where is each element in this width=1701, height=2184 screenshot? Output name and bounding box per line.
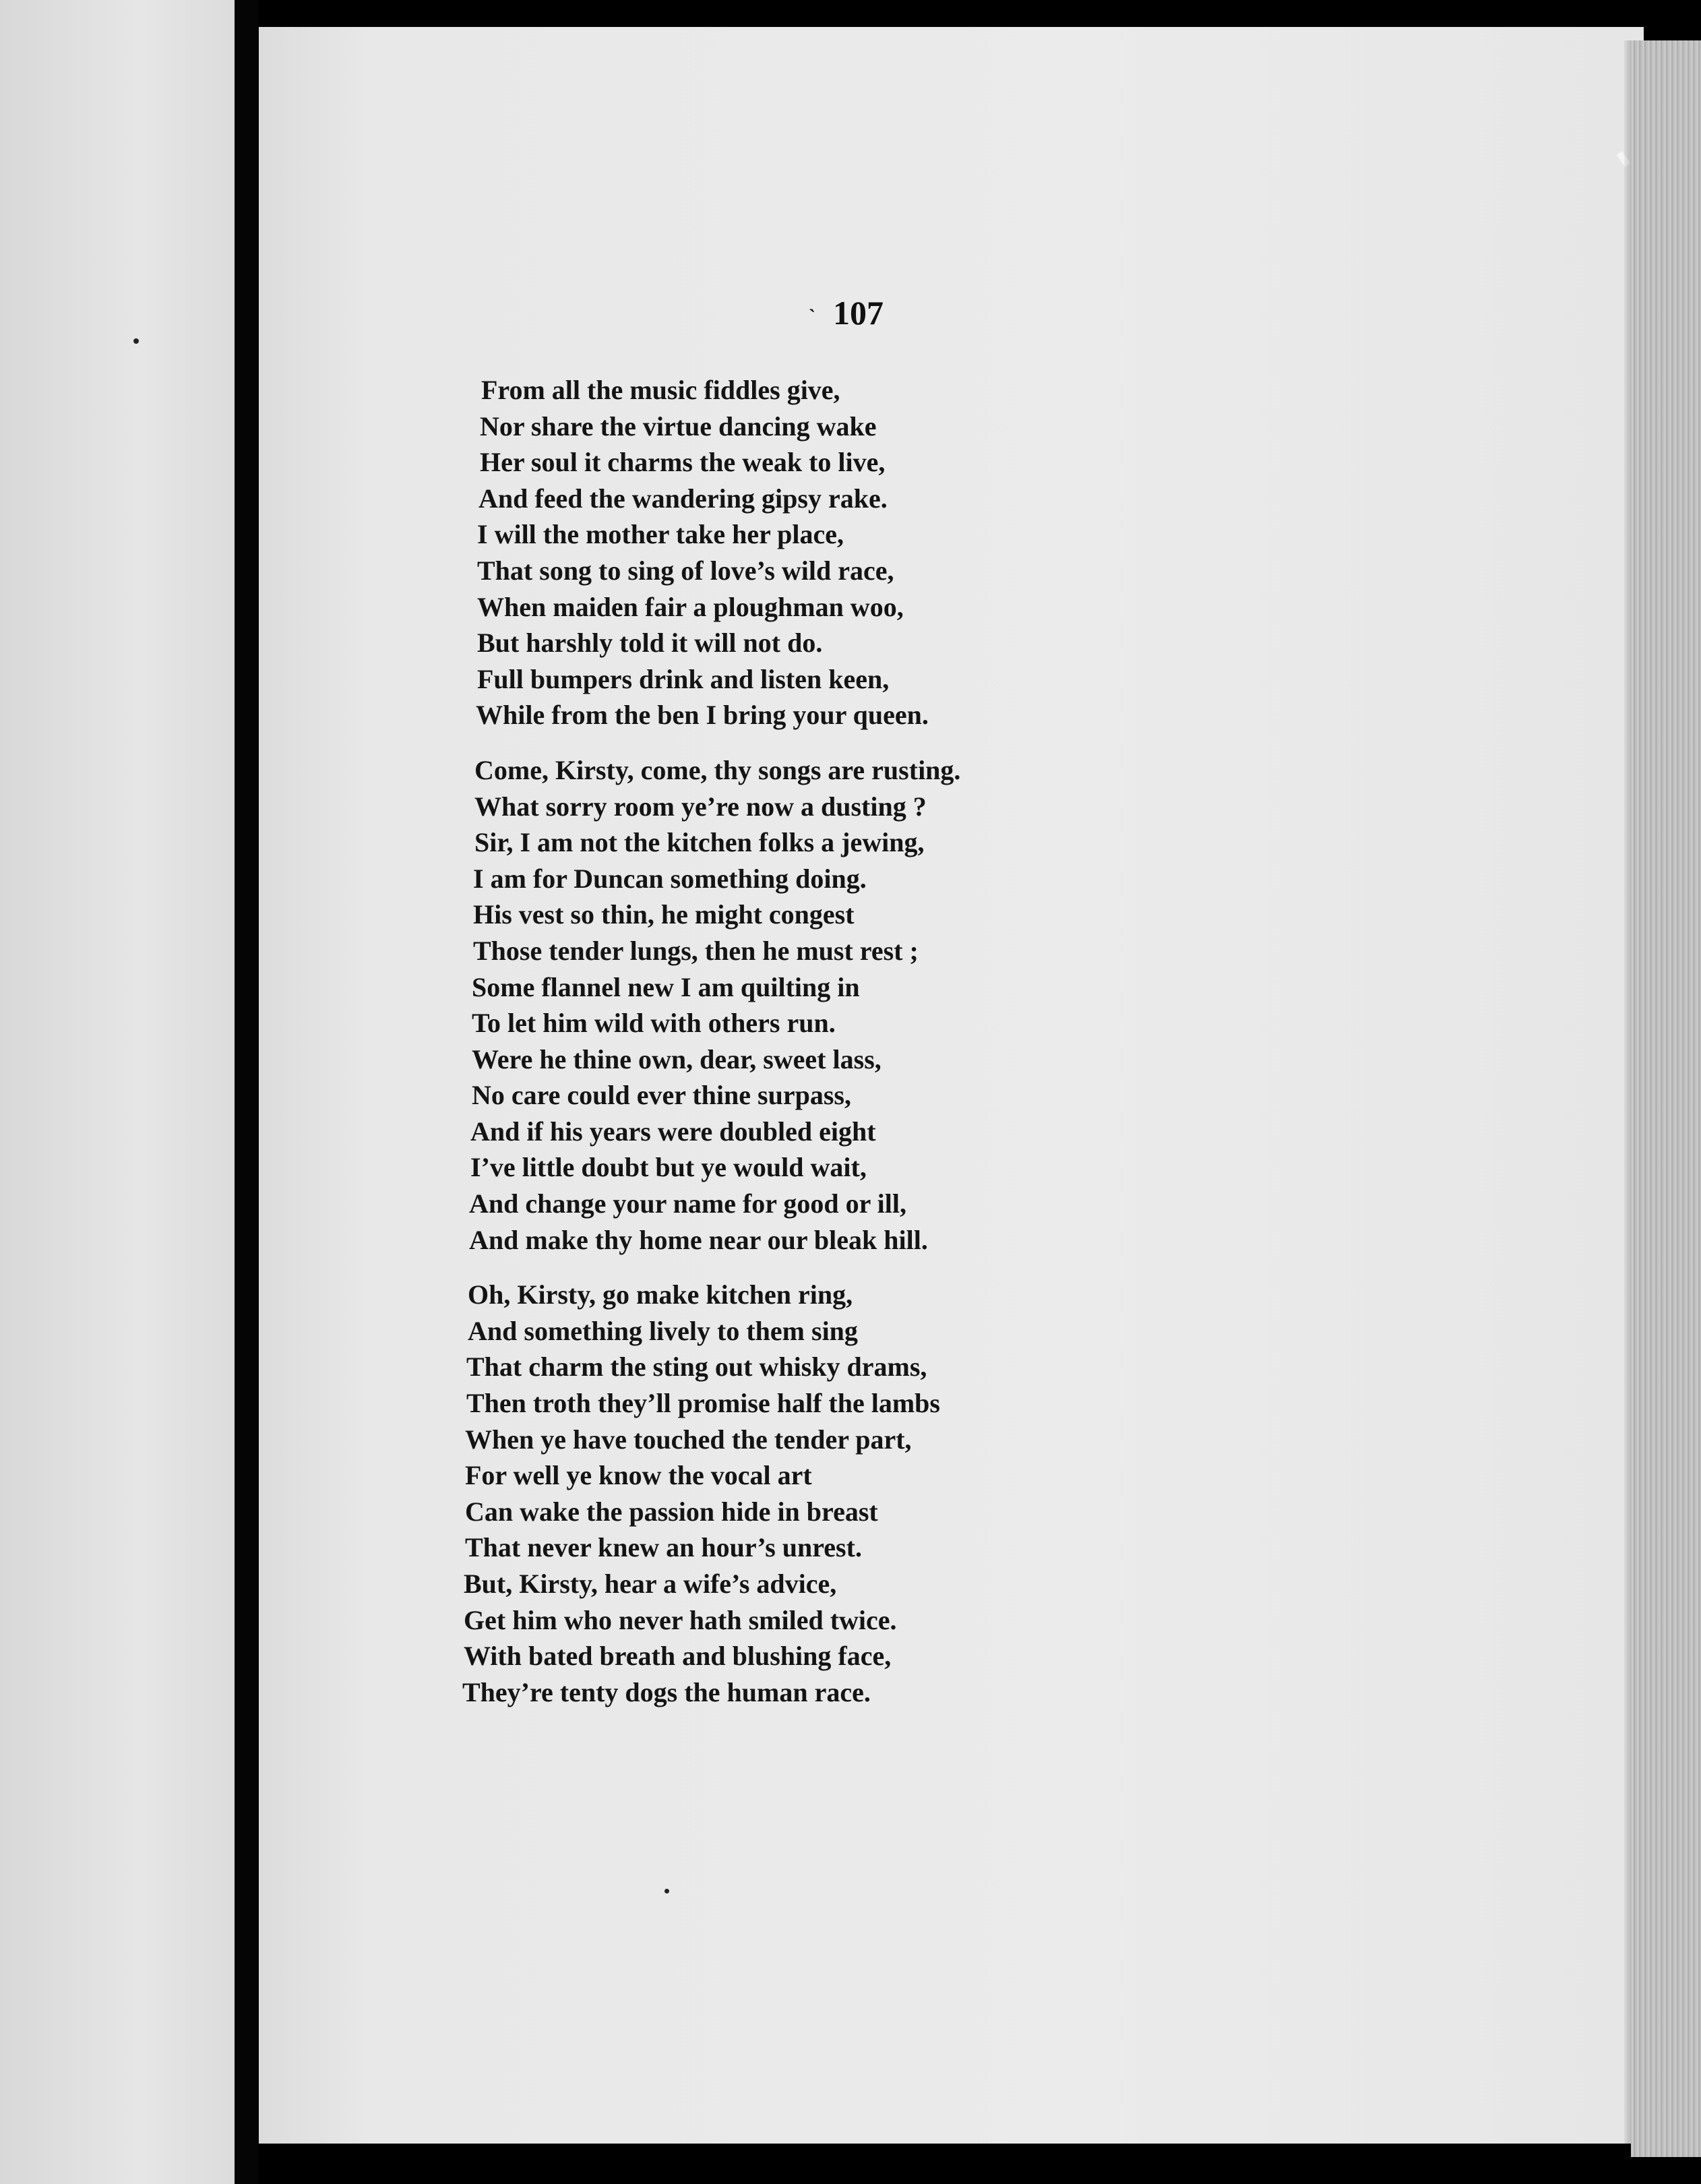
poem-line: And make thy home near our bleak hill. — [469, 1224, 928, 1255]
poem-line: What sorry room ye’re now a dusting ? — [474, 791, 927, 822]
ink-speck — [133, 338, 139, 344]
stanza-2 — [469, 752, 1280, 1258]
left-facing-page — [0, 0, 235, 2184]
poem-line: They’re tenty dogs the human race. — [462, 1676, 871, 1707]
poem-line: Her soul it charms the weak to live, — [480, 447, 886, 478]
poem-line: No care could ever thine surpass, — [472, 1080, 851, 1111]
poem-line: Were he thine own, dear, sweet lass, — [472, 1043, 882, 1074]
poem-line: I am for Duncan something doing. — [473, 863, 867, 894]
poem-line: From all the music fiddles give, — [481, 375, 840, 405]
poem-line: Oh, Kirsty, go make kitchen ring, — [468, 1279, 853, 1310]
poem-line: And change your name for good or ill, — [469, 1188, 906, 1219]
page-number: ` 107 — [809, 294, 884, 332]
poem-line: Some flannel new I am quilting in — [472, 971, 860, 1002]
poem-line: While from the ben I bring your queen. — [476, 700, 929, 731]
poem-line: That never knew an hour’s unrest. — [465, 1532, 862, 1563]
poem-line: Those tender lungs, then he must rest ; — [473, 935, 919, 966]
poem-line: And something lively to them sing — [468, 1315, 858, 1346]
poem-line: Full bumpers drink and listen keen, — [477, 663, 890, 694]
poem-line: Can wake the passion hide in breast — [465, 1496, 878, 1527]
poem-line: With bated breath and blushing face, — [464, 1641, 892, 1672]
poem-line: Nor share the virtue dancing wake — [480, 411, 877, 442]
poem-line: When ye have touched the tender part, — [465, 1424, 912, 1455]
poem-line: I will the mother take her place, — [477, 519, 844, 550]
poem-line: When maiden fair a ploughman woo, — [477, 591, 904, 622]
poem-line: And if his years were doubled eight — [470, 1116, 876, 1147]
poem-line: But, Kirsty, hear a wife’s advice, — [464, 1569, 837, 1599]
poem-line: To let him wild with others run. — [472, 1008, 836, 1039]
poem-line: That charm the sting out whisky drams, — [466, 1352, 927, 1383]
page-number-text: 107 — [833, 294, 884, 332]
poem-line: Come, Kirsty, come, thy songs are rusting. — [474, 754, 961, 785]
poem-line: But harshly told it will not do. — [477, 628, 823, 659]
book-gutter — [235, 0, 259, 2184]
stanza-1 — [472, 372, 1280, 733]
poem-line: I’ve little doubt but ye would wait, — [470, 1152, 867, 1183]
poem-line: For well ye know the vocal art — [465, 1460, 812, 1491]
poem-line: Then troth they’ll promise half the lambs — [466, 1388, 940, 1419]
poem-text — [462, 372, 1280, 1710]
stanza-3 — [462, 1277, 1280, 1710]
poem-line: And feed the wandering gipsy rake. — [478, 483, 888, 514]
poem-line: Get him who never hath smiled twice. — [464, 1604, 897, 1635]
ink-speck — [664, 1889, 669, 1893]
stacked-page-edges — [1631, 40, 1701, 2157]
poem-line: That song to sing of love’s wild race, — [477, 555, 894, 586]
poem-line: His vest so thin, he might congest — [473, 899, 855, 930]
poem-line: Sir, I am not the kitchen folks a jewing, — [474, 827, 925, 858]
